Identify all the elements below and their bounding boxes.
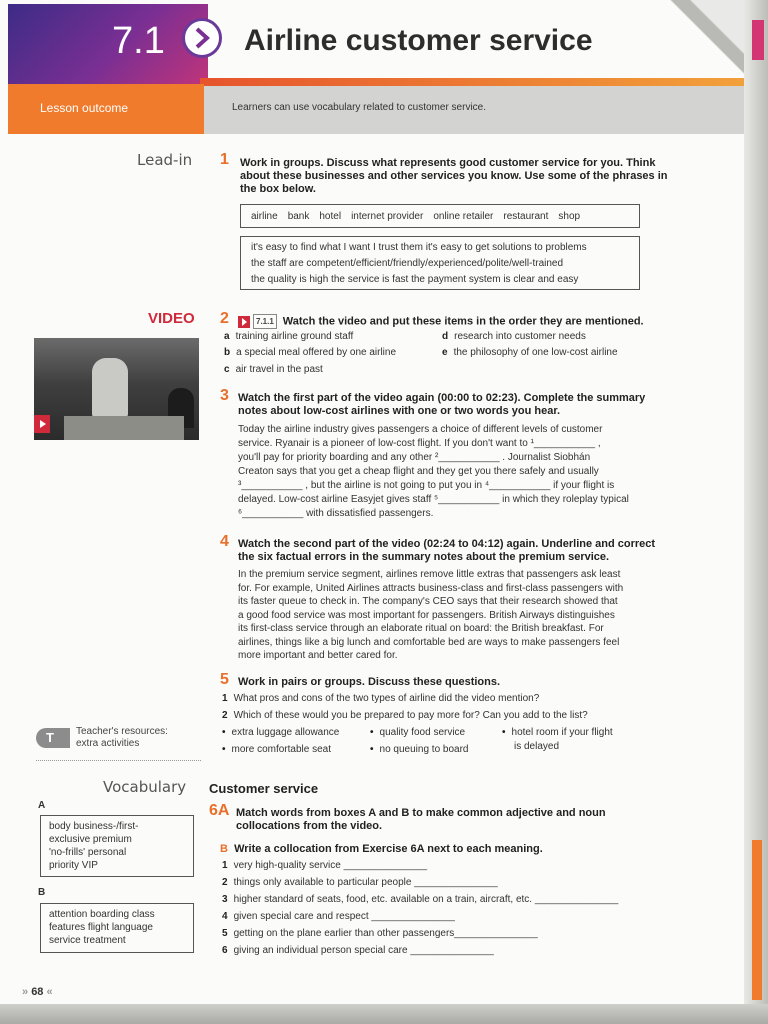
list-item: 5 getting on the plane earlier than other passengers_______________ — [222, 928, 538, 939]
video-heading: VIDEO — [148, 310, 195, 327]
page-tab-orange — [752, 840, 762, 1000]
teacher-resources-note: Teacher's resources: extra activities — [76, 726, 168, 749]
vocab-box-b: attention boarding class features flight language service treatment — [40, 903, 194, 953]
box-a-label: A — [38, 800, 46, 811]
section-title: Customer service — [209, 781, 319, 796]
box-b-label: B — [38, 887, 46, 898]
list-item: • no queuing to board — [370, 744, 469, 755]
list-item: • more comfortable seat — [222, 744, 332, 755]
header-decoration — [640, 0, 748, 86]
teacher-icon: T — [36, 728, 70, 748]
header-stripe — [200, 78, 748, 86]
exercise-5-number: 5 — [220, 671, 229, 688]
list-item: 6 giving an individual person special care _______________ — [222, 945, 494, 956]
page-number: » 68 « — [22, 986, 53, 998]
chevron-right-icon: » — [22, 986, 29, 998]
list-item: • quality food service — [370, 727, 466, 738]
exercise-3-instruction: Watch the first part of the video again (00:00 to 02:23). Complete the summary notes about low-cost airlines with one or two words you hear. — [238, 392, 646, 417]
play-icon[interactable] — [34, 415, 50, 433]
list-item: a training airline ground staff — [224, 331, 354, 342]
exercise-6b-instruction: B Write a collocation from Exercise 6A next to each meaning. — [220, 843, 543, 855]
list-item: 1 very high-quality service _______________ — [222, 860, 428, 871]
exercise-3-number: 3 — [220, 387, 229, 404]
video-thumbnail[interactable] — [34, 338, 199, 440]
page-tab-pink — [752, 20, 764, 60]
chevron-left-icon: « — [46, 986, 53, 998]
video-icon — [238, 316, 250, 328]
exercise-6a-instruction: Match words from boxes A and B to make common adjective and noun collocations from the video. — [236, 807, 606, 832]
unit-banner — [8, 4, 208, 84]
exercise-4-number: 4 — [220, 533, 229, 550]
exercise-4-instruction: Watch the second part of the video (02:24 to 04:12) again. Underline and correct the six factual errors in the summary notes about the premium service. — [238, 538, 656, 563]
lead-in-heading: Lead-in — [137, 151, 193, 169]
vocabulary-heading: Vocabulary — [103, 778, 187, 796]
unit-number: 7.1 — [112, 20, 165, 62]
page-title: Airline customer service — [244, 24, 593, 57]
exercise-1-instruction: Work in groups. Discuss what represents good customer service for you. Think about these businesses and other services you know. Use some of the phrases in the box below. — [240, 157, 668, 195]
exercise-1-number: 1 — [220, 151, 229, 168]
lesson-outcome-text: Learners can use vocabulary related to customer service. — [232, 102, 487, 113]
exercise-2-instruction: 7.1.1 Watch the video and put these items in the order they are mentioned. — [238, 314, 644, 329]
list-item-continued: is delayed — [514, 741, 560, 752]
exercise-2-number: 2 — [220, 310, 229, 327]
list-item: 2 things only available to particular people _______________ — [222, 877, 498, 888]
list-item: 1 What pros and cons of the two types of airline did the video mention? — [222, 693, 540, 704]
exercise-5-instruction: Work in pairs or groups. Discuss these questions. — [238, 676, 501, 688]
list-item: e the philosophy of one low-cost airline — [442, 347, 618, 358]
phrases-box: it's easy to find what I want I trust them it's easy to get solutions to problems the staff are competent/efficient/friendly/experienced/polite/well-trained the quality is high the service is fast the payment system is clear and easy — [240, 236, 640, 290]
divider — [36, 760, 201, 761]
list-item: b a special meal offered by one airline — [224, 347, 397, 358]
book-bottom-edge — [0, 1004, 768, 1024]
list-item: 3 higher standard of seats, food, etc. available on a train, aircraft, etc. _______________ — [222, 894, 619, 905]
list-item: 2 Which of these would you be prepared to pay more for? Can you add to the list? — [222, 710, 588, 721]
vocab-box-a: body business-/first- exclusive premium 'no-frills' personal priority VIP — [40, 815, 194, 877]
lesson-outcome-label: Lesson outcome — [40, 101, 129, 115]
businesses-box: airline bank hotel internet provider online retailer restaurant shop — [240, 204, 640, 228]
list-item: 4 given special care and respect _______________ — [222, 911, 455, 922]
chevron-right-icon — [182, 18, 222, 58]
list-item: d research into customer needs — [442, 331, 586, 342]
list-item: • extra luggage allowance — [222, 727, 340, 738]
exercise-4-text: In the premium service segment, airlines remove little extras that passengers ask least for. For example, United Airlines attracts business-class and first-class passengers with its faster queue to check in. The company's CEO says that their research showed that a good food service was most important for passengers. British Airways distinguishes its first-class service through an elaborate ritual on board: the British breakfast. For airlines, things like a big lunch and comfortable bed are ways to make passengers feel more important and better cared for. — [238, 569, 624, 661]
list-item: • hotel room if your flight — [502, 727, 613, 738]
exercise-6-number: 6A — [209, 802, 230, 819]
list-item: c air travel in the past — [224, 364, 323, 375]
exercise-3-text: Today the airline industry gives passengers a choice of different levels of customer service. Ryanair is a pioneer of low-cost flight. If you don't want to ¹___________ , you'll pay for priority boarding and any other ²___________ . Journalist Siobhán Creaton says that you get a cheap flight and they get you there safely and usually ³___________ , but the airline is not going to put you in ⁴___________ if your flight is delayed. Low-cost airline Easyjet gives staff ⁵___________ in which they roleplay typical ⁶___________ with dissatisfied passengers. — [238, 424, 629, 519]
